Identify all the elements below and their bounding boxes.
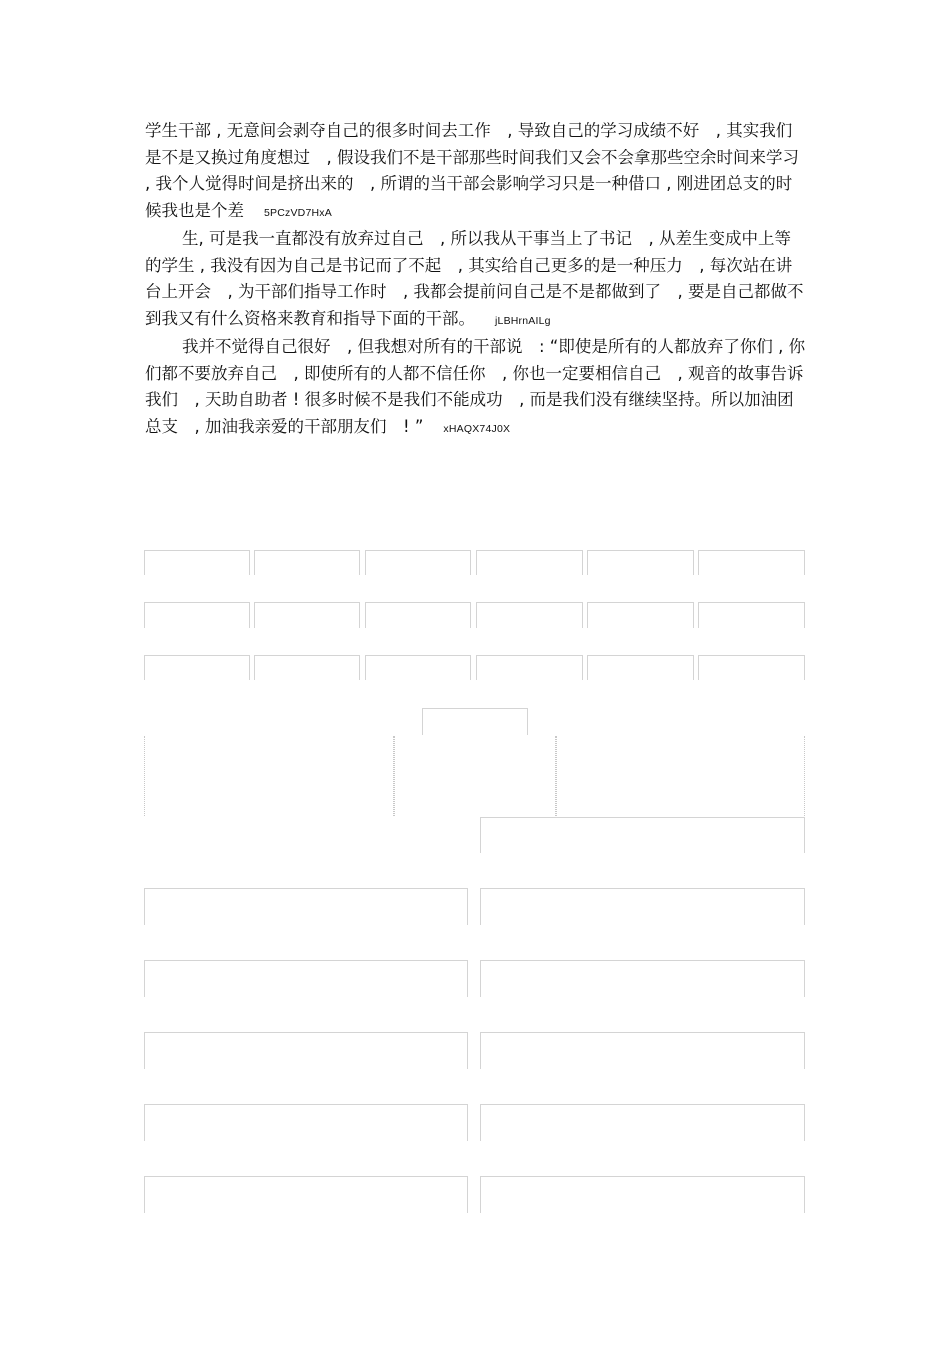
grid-cell — [587, 602, 694, 628]
grid-cell — [254, 550, 360, 575]
paragraph-2-text: 生, 可是我一直都没有放弃过自己 , 所以我从干事当上了书记 , 从差生变成中上等的学生 , 我没有因为自己是书记而了不起 , 其实给自己更多的是一种压力 , 每次站在讲台上开会 , 为干部们指导工作时 , 我都会提前问自己是不是都做到了 , 要是自己都做不到我又有什么资格来教育和指导下面的干部。 — [145, 229, 804, 328]
grid-cell — [144, 1032, 468, 1069]
grid-cell — [254, 655, 360, 680]
paragraph-2 — [145, 226, 807, 334]
right-header-box — [480, 817, 805, 853]
center-header-box — [422, 708, 528, 735]
grid-cell — [144, 1104, 468, 1141]
grid-cell — [476, 655, 583, 680]
grid-cell — [480, 888, 805, 925]
grid-cell — [480, 960, 805, 997]
paragraph-3 — [145, 334, 807, 442]
grid-cell — [365, 550, 471, 575]
dotted-column-left — [144, 736, 394, 816]
dotted-column-right — [556, 736, 805, 816]
grid-cell — [587, 550, 694, 575]
grid-cell — [698, 655, 805, 680]
grid-cell — [365, 655, 471, 680]
body-text — [145, 118, 807, 442]
paragraph-1-text: 学生干部 , 无意间会剥夺自己的很多时间去工作 , 导致自己的学习成绩不好 , 其实我们是不是又换过角度想过 , 假设我们不是干部那些时间我们又会不会拿那些空余时间来学习 , 我个人觉得时间是挤出来的 , 所谓的当干部会影响学习只是一种借口 , 刚进团总支的时候我也是个差 — [145, 121, 799, 220]
grid-cell — [698, 550, 805, 575]
paragraph-1 — [145, 118, 807, 226]
paragraph-1-code: 5PCzVD7HxA — [264, 206, 332, 219]
grid-cell — [144, 655, 250, 680]
grid-cell — [144, 960, 468, 997]
paragraph-3-code: xHAQX74J0X — [443, 422, 511, 435]
grid-cell — [476, 602, 583, 628]
grid-cell — [144, 550, 250, 575]
grid-cell — [144, 1176, 468, 1213]
grid-cell — [480, 1032, 805, 1069]
paragraph-2-code: jLBHrnAILg — [495, 314, 551, 327]
grid-cell — [480, 1104, 805, 1141]
dotted-column-middle — [394, 736, 556, 816]
paragraph-3-text: 我并不觉得自己很好 , 但我想对所有的干部说 : “即使是所有的人都放弃了你们 , 你们都不要放弃自己 , 即使所有的人都不信任你 , 你也一定要相信自己 , 观音的故事告诉我们 , 天助自助者 ! 很多时候不是我们不能成功 , 而是我们没有继续坚持。所以加油团总支 , 加油我亲爱的干部朋友们 ! ” — [145, 337, 806, 436]
grid-cell — [254, 602, 360, 628]
grid-cell — [476, 550, 583, 575]
grid-cell — [144, 888, 468, 925]
grid-cell — [698, 602, 805, 628]
grid-cell — [144, 602, 250, 628]
grid-cell — [587, 655, 694, 680]
grid-cell — [365, 602, 471, 628]
grid-cell — [480, 1176, 805, 1213]
